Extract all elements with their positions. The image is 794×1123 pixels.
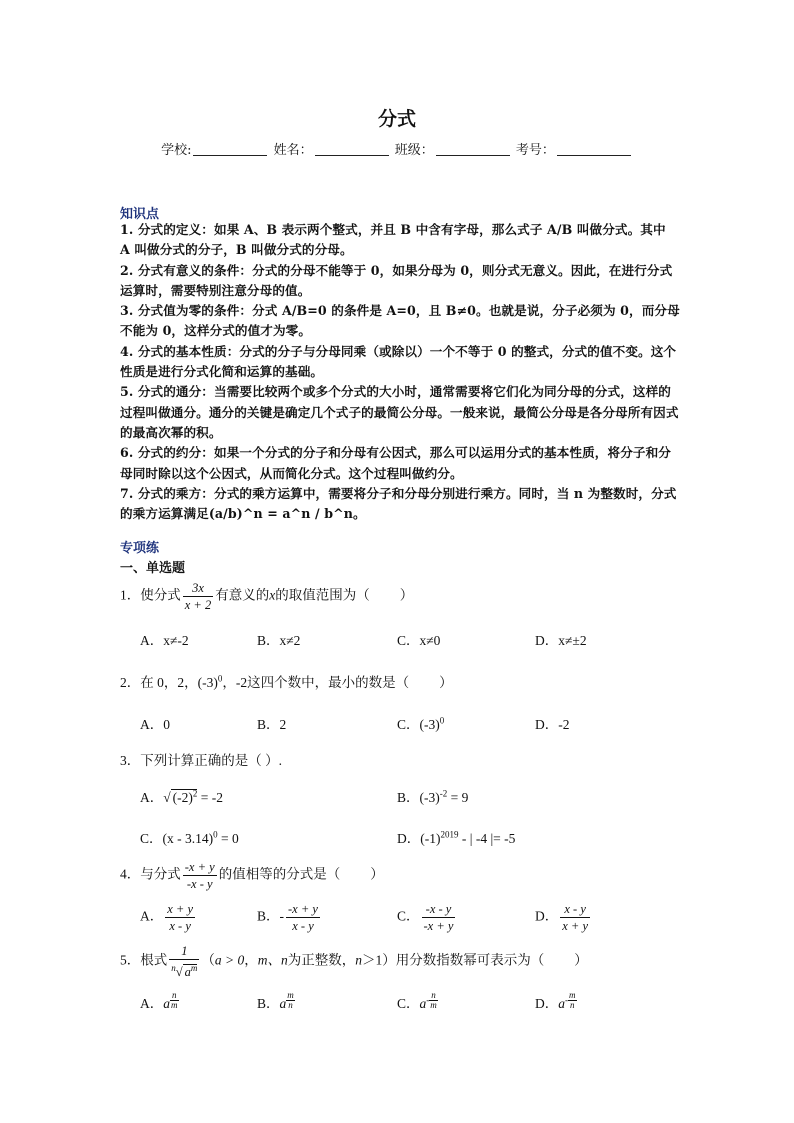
- class-label: 班级：: [394, 143, 434, 158]
- question-4: 4．与分式 $\frac{-x + y}{-x - y}$ 的值相等的分式是（ ）: [120, 860, 384, 891]
- knowledge-point: 2. 分式有意义的条件：分式的分母不能等于 0，如果分母为 0，则分式无意义。因此，在进行分式运算时，需要特别注意分母的值。: [120, 262, 673, 298]
- option-a[interactable]: A．√ $(-2)^2 = -2$: [140, 788, 224, 805]
- knowledge-points: [120, 220, 680, 524]
- knowledge-heading: 知识点: [120, 207, 160, 222]
- option-b[interactable]: B．a $^{\frac{m}{n}}$: [257, 990, 294, 1012]
- option-b[interactable]: B．2: [257, 717, 287, 732]
- option-c[interactable]: C．x≠0: [397, 633, 441, 648]
- option-d[interactable]: D．$(-1)^{2019}$ - | -4 |= -5: [397, 829, 516, 846]
- option-d[interactable]: D．$a^{- \frac{m}{n}}$: [535, 990, 576, 1012]
- option-a[interactable]: A．a $^{\frac{n}{m}}$: [140, 990, 178, 1012]
- option-d[interactable]: D．x≠±2: [535, 633, 587, 648]
- fraction: $\frac{1}{^n√ a^m}$: [171, 944, 198, 980]
- number-blank[interactable]: [557, 142, 631, 156]
- option-c[interactable]: C．$(-3)^0$: [397, 715, 445, 732]
- question-3: 3．下列计算正确的是（ ）.: [120, 753, 282, 768]
- practice-heading: 专项练: [120, 541, 160, 556]
- name-label: 姓名：: [273, 143, 313, 158]
- knowledge-point: 5. 分式的通分：当需要比较两个或多个分式的大小时，通常需要将它们化为同分母的分式，这样的过程叫做通分。通分的关键是确定几个式子的最简公分母。一般来说，最简公分母是各分母所有因式的最高次幂的积。: [120, 384, 679, 440]
- option-c[interactable]: C．$a^{- \frac{n}{m}}$: [397, 990, 437, 1012]
- option-c[interactable]: C．(x - 3.14)$^0$ = 0: [140, 829, 239, 846]
- option-a[interactable]: A．x≠-2: [140, 633, 189, 648]
- option-b[interactable]: B．$(-3)^{-2} = 9$: [397, 788, 469, 805]
- question-2: 2．在 0，2，$(-3)^0$，-2这四个数中，最小的数是（ ）: [120, 673, 453, 690]
- knowledge-point: 7. 分式的乘方：分式的乘方运算中，需要将分子和分母分别进行乘方。同时，当 n 为整数时，分式的乘方运算满足(a/b)^n = a^n / b^n。: [120, 485, 677, 522]
- option-b[interactable]: B．- $\frac{-x + y}{x - y}$: [257, 902, 318, 933]
- option-a[interactable]: A．0: [140, 717, 170, 732]
- option-b[interactable]: B．x≠2: [257, 633, 301, 648]
- option-a[interactable]: A． $\frac{x + y}{x - y}$: [140, 902, 194, 933]
- knowledge-point: 1. 分式的定义：如果 A、B 表示两个整式，并且 B 中含有字母，那么式子 A/B 叫做分式。其中 A 叫做分式的分子，B 叫做分式的分母。: [120, 222, 666, 258]
- class-blank[interactable]: [436, 142, 510, 156]
- name-blank[interactable]: [315, 142, 389, 156]
- page-title: 分式: [377, 108, 416, 130]
- school-label: 学校:: [161, 143, 192, 158]
- knowledge-point: 4. 分式的基本性质：分式的分子与分母同乘（或除以）一个不等于 0 的整式，分式的值不变。这个性质是进行分式化简和运算的基础。: [120, 343, 677, 380]
- option-d[interactable]: D． $\frac{x - y}{x + y}$: [535, 902, 589, 933]
- number-label: 考号：: [515, 143, 555, 158]
- school-blank[interactable]: [193, 142, 267, 156]
- question-1: 1．使分式 $\frac{3x}{x + 2}$ 有意义的x的取值范围为（ ）: [120, 581, 414, 612]
- question-5: 5．根式 $\frac{1}{^n√ a^m}$ （a > 0，m、n为正整数，n＞1）用分数指数幂可表示为（ ）: [120, 944, 588, 980]
- knowledge-point: 3. 分式值为零的条件：分式 A/B=0 的条件是 A=0，且 B≠0。也就是说，分子必须为 0，而分母不能为 0，这样分式的值才为零。: [120, 303, 680, 339]
- fraction: $\frac{3x}{x + 2}$: [184, 581, 212, 612]
- option-c[interactable]: C． $\frac{-x - y}{-x + y}$: [397, 902, 454, 933]
- option-d[interactable]: D．-2: [535, 717, 570, 732]
- section-single-choice: 一、单选题: [120, 561, 186, 576]
- fraction: $\frac{-x + y}{-x - y}$: [184, 860, 215, 891]
- student-info-line: [0, 139, 794, 158]
- knowledge-point: 6. 分式的约分：如果一个分式的分子和分母有公因式，那么可以运用分式的基本性质，将分子和分母同时除以这个公因式，从而简化分式。这个过程叫做约分。: [120, 445, 671, 481]
